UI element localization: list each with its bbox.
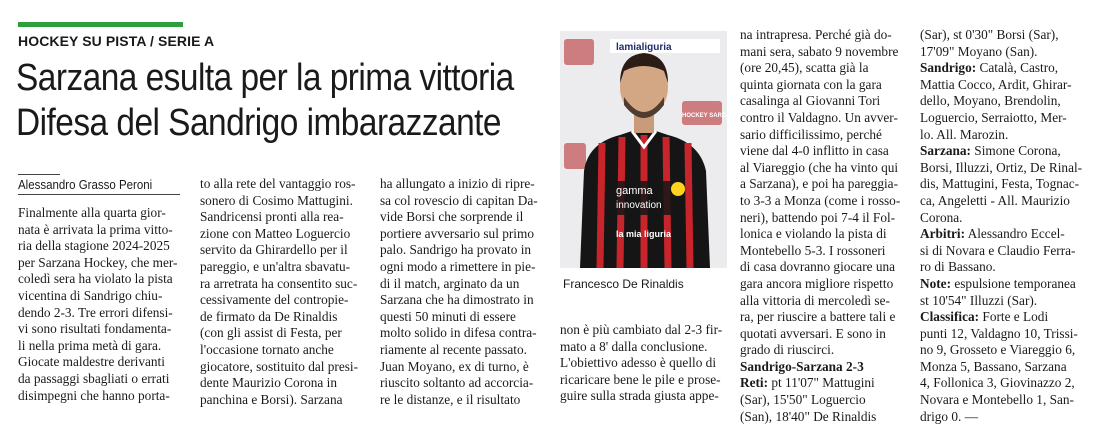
- text-line: de firmato da De Rinaldis: [200, 308, 338, 324]
- classifica-label: Classifica:: [920, 309, 980, 325]
- text-line: na intrapresa. Perché già do-: [740, 27, 892, 42]
- text-line: ria della stagione 2024-2025: [18, 238, 170, 254]
- player-photo-illustration: [560, 31, 739, 268]
- photo-caption: Francesco De Rinaldis: [563, 277, 684, 291]
- text-line: Note: espulsione temporanea: [920, 275, 1076, 291]
- text-line: di il match, arginato da un: [380, 275, 520, 291]
- player-photo: [560, 31, 739, 268]
- text-line: li nella prima metà di gara.: [18, 337, 162, 353]
- headline: [16, 56, 551, 146]
- text-line: (Sar), st 0'30" Borsi (Sar),: [920, 27, 1059, 42]
- text-line: dello, Moyano, Brendolin,: [920, 93, 1061, 109]
- text-line: (Sar), 15'50" Loguercio: [740, 392, 866, 408]
- headline-line-1: Sarzana esulta per la prima vittoria: [16, 57, 514, 99]
- reti-label: Reti:: [740, 375, 769, 391]
- text-line: Sandrigo: Català, Castro,: [920, 60, 1059, 76]
- text-line: giocatore, sostituito dal presi-: [200, 358, 359, 374]
- note-label: Note:: [920, 275, 952, 291]
- text-line: servito da Ghirardello per il: [200, 242, 348, 258]
- text-line: Corona.: [920, 209, 963, 225]
- text-line: molto solido in difesa contra-: [380, 325, 537, 341]
- text-line: vicentina di Sandrigo chiu-: [18, 287, 163, 303]
- text-line: contro il Valdagno. Un avver-: [740, 109, 898, 125]
- text-line: casalinga al Giovanni Tori: [740, 93, 881, 109]
- text-line: Giocate maldestre derivanti: [18, 354, 165, 370]
- author-rule: [18, 174, 60, 175]
- text-line: Sarzana che ha dimostrato in: [380, 292, 534, 308]
- text-line: sonero di Cosimo Mattugini.: [200, 192, 353, 208]
- text-line: ca, Angeletti - All. Maurizio: [920, 192, 1070, 208]
- text-line: grado di riuscirci.: [740, 342, 835, 358]
- text-line: a Sarzana), e poi ha pareggia-: [740, 176, 898, 192]
- text-line: re le distanze, e il risultato: [380, 391, 521, 407]
- text-line: punti 12, Valdagno 10, Trissi-: [920, 325, 1078, 341]
- text-line: dente Maurizio Corona in: [200, 375, 337, 391]
- text-line: dis, Mattugini, Festa, Tognac-: [920, 176, 1080, 192]
- text-line: (ore 20,45), scatta già la: [740, 60, 869, 76]
- text-line: Sarzana: Simone Corona,: [920, 143, 1061, 159]
- text-line: Monza 5, Bassano, Sarzana: [920, 358, 1067, 374]
- text-line: non è più cambiato dal 2-3 fir-: [560, 322, 723, 337]
- text-line: no 9, Grosseto e Viareggio 6,: [920, 342, 1076, 358]
- author-byline: Alessandro Grasso Peroni: [18, 178, 153, 192]
- shirt-sponsor-text: gamma: [616, 185, 653, 197]
- text-line: to alla rete del vantaggio ros-: [200, 176, 356, 191]
- shirt-sponsor-text: la mia liguria: [616, 229, 672, 239]
- text-line: Reti: pt 11'07" Mattugini: [740, 375, 875, 391]
- text-line: neri), battendo poi 7-4 il Fol-: [740, 209, 896, 225]
- text-line: pareggio, e un'altra sbavatu-: [200, 258, 351, 274]
- text-line: riamente al recente passato.: [380, 341, 527, 357]
- text-line: guire sulla strada giusta appe-: [560, 388, 719, 404]
- text-line: quotati avversari. E sono in: [740, 325, 886, 341]
- text-line: (San), 18'40" De Rinaldis: [740, 408, 877, 424]
- text-line: zione con Matteo Loguercio: [200, 225, 351, 241]
- text-line: Classifica: Forte e Lodi: [920, 309, 1049, 325]
- sandrigo-label: Sandrigo:: [920, 60, 977, 76]
- text-line: sa col rovescio di capitan Da-: [380, 192, 538, 208]
- arbitri-label: Arbitri:: [920, 226, 966, 242]
- text-line: ra, per riuscire a battere tali e: [740, 309, 896, 325]
- text-line: mato a 8' dalla conclusione.: [560, 338, 708, 354]
- text-line: palo. Sandrigo ha provato in: [380, 242, 532, 258]
- text-line: Loguercio, Serraiotto, Mer-: [920, 109, 1067, 125]
- text-line: Borsi, Illuzzi, Ortiz, De Rinal-: [920, 159, 1083, 175]
- text-line: L'obiettivo adesso è quello di: [560, 355, 717, 371]
- text-line: portiere avversario sul primo: [380, 225, 534, 241]
- text-line: coledì sera ha violato la pista: [18, 271, 173, 287]
- text-line: ha allungato a inizio di ripre-: [380, 176, 535, 191]
- text-line: questi 50 minuti di essere: [380, 308, 516, 324]
- text-line: quinta giornata con la gara: [740, 76, 882, 92]
- text-line: st 10'54" Illuzzi (Sar).: [920, 292, 1038, 308]
- text-line: dendo 2-3. Tre errori difensi-: [18, 304, 173, 320]
- text-line: cessivamente del contropie-: [200, 292, 349, 308]
- text-line: da passaggi sbagliati o errati: [18, 370, 170, 386]
- text-line: ro di Bassano.: [920, 259, 996, 275]
- text-line: vide Borsi che sorprende il: [380, 209, 524, 225]
- text-line: Novara e Montebello 1, San-: [920, 392, 1074, 408]
- banner-text: lamialiguria: [616, 42, 672, 53]
- article-column-1: [18, 205, 188, 404]
- text-line: Mattia Cocco, Ardit, Ghirar-: [920, 76, 1072, 92]
- text-line: 17'09" Moyano (San).: [920, 43, 1038, 59]
- text-line: ra arretrata ha consentito suc-: [200, 275, 358, 291]
- match-stats-column: [920, 27, 1088, 425]
- text-line: di casa dovranno giocare una: [740, 259, 896, 275]
- text-line: Juan Moyano, ex di turno, è: [380, 358, 529, 374]
- section-accent-bar: [18, 22, 183, 27]
- text-line: viene dal 4-0 inflitto in casa: [740, 143, 889, 159]
- sarzana-label: Sarzana:: [920, 143, 971, 159]
- text-line: Sandricensi pronti alla rea-: [200, 209, 344, 225]
- text-line: (con gli assist di Festa, per: [200, 325, 342, 341]
- section-kicker: HOCKEY SU PISTA / SERIE A: [18, 33, 215, 49]
- headline-line-2: Difesa del Sandrigo imbarazzante: [16, 102, 501, 144]
- text-line: nata è arrivata la prima vitto-: [18, 221, 173, 237]
- text-line: panchina e Borsi). Sarzana: [200, 391, 343, 407]
- text-line: sario difficilissimo, perché: [740, 126, 882, 142]
- text-line: to 3-3 a Monza (come i rosso-: [740, 192, 901, 208]
- article-column-4: [740, 27, 910, 425]
- text-line: Arbitri: Alessandro Eccel-: [920, 226, 1065, 242]
- shirt-logo-icon: [671, 182, 685, 196]
- text-line: l'occasione tornato anche: [200, 341, 334, 357]
- text-line: per Sarzana Hockey, che mer-: [18, 254, 178, 270]
- text-line: al Viareggio (che ha vinto qui: [740, 159, 899, 175]
- text-line: gara ancora migliore rispetto: [740, 275, 894, 291]
- text-line: 4, Follonica 3, Giovinazzo 2,: [920, 375, 1075, 391]
- text-line: si di Novara e Claudio Ferra-: [920, 242, 1076, 258]
- banner-text: HOCKEY SARZANA: [682, 113, 739, 119]
- text-line: drigo 0. —: [920, 408, 978, 424]
- text-line: riuscito soltanto ad accorcia-: [380, 375, 534, 391]
- text-line: mani sera, sabato 9 novembre: [740, 43, 899, 59]
- article-column-3: [380, 176, 548, 408]
- match-score-title: Sandrigo-Sarzana 2-3: [740, 358, 864, 374]
- article-column-2: [200, 176, 368, 408]
- text-line: lonica e violando la pista di: [740, 226, 887, 242]
- text-line: Finalmente alla quarta gior-: [18, 205, 166, 220]
- text-line: lo. All. Marozin.: [920, 126, 1009, 142]
- text-line: ricaricare bene le pile e prose-: [560, 371, 721, 387]
- text-line: vi sono risultati fondamenta-: [18, 321, 172, 337]
- text-line: disimpegni che hanno porta-: [18, 387, 170, 403]
- text-line: Montebello 5-3. I rossoneri: [740, 242, 886, 258]
- shirt-sponsor-text: innovation: [616, 200, 662, 211]
- text-line: ogni modo a rimettere in pie-: [380, 258, 536, 274]
- text-line: alla vittoria di mercoledì se-: [740, 292, 890, 308]
- article-column-under-photo: [560, 322, 730, 405]
- author-underline: [18, 194, 180, 195]
